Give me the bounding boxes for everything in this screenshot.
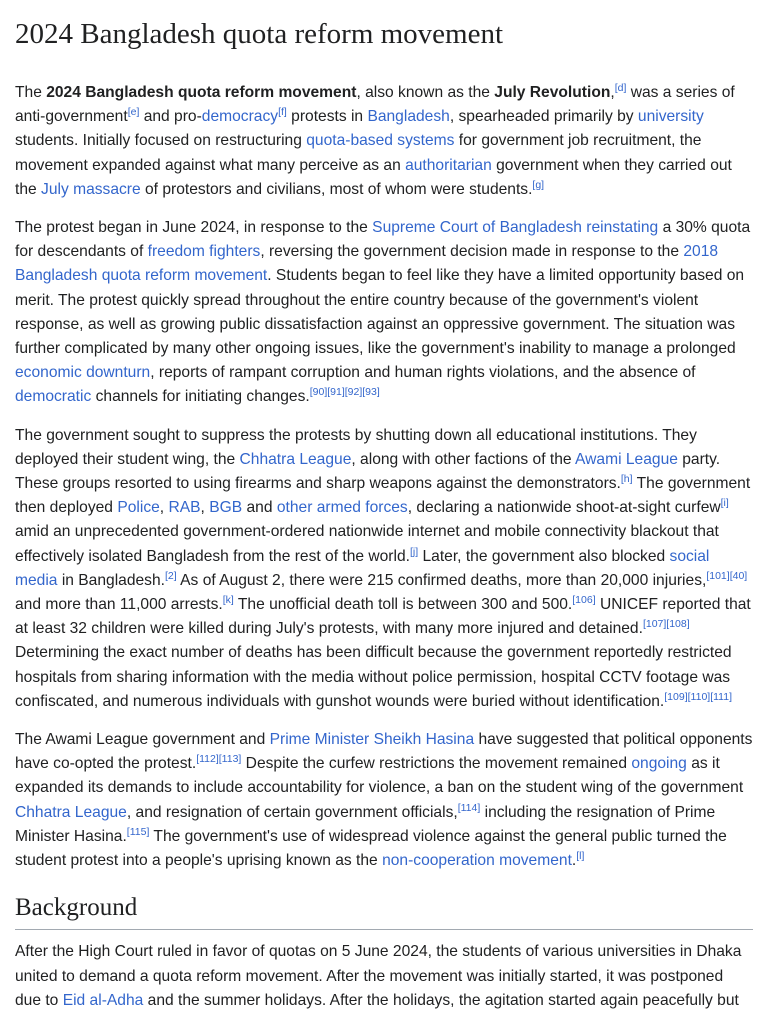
- text-run: The protest began in June 2024, in response to the: [15, 219, 373, 237]
- text-run: ,: [159, 499, 169, 517]
- link-2018-bangladesh-quota-reform-movement[interactable]: 2018 Bangladesh quota reform movement: [15, 243, 719, 285]
- link-social-media[interactable]: social media: [15, 547, 710, 589]
- text-run: ,: [610, 84, 615, 101]
- link-democracy[interactable]: democracy: [201, 108, 279, 126]
- citation-link[interactable]: [40]: [729, 569, 748, 582]
- text-run: , declaring a nationwide shoot-at-sight curfew: [407, 499, 721, 517]
- link-bgb[interactable]: BGB: [209, 499, 243, 517]
- citation-link[interactable]: [112]: [196, 753, 219, 766]
- link-july-massacre[interactable]: July massacre: [41, 180, 141, 198]
- text-run: and: [242, 499, 277, 517]
- link-awami-league[interactable]: Awami League: [575, 450, 678, 468]
- link-police[interactable]: Police: [117, 499, 160, 517]
- citation: [706, 570, 729, 582]
- citation: [223, 594, 234, 606]
- citation-link[interactable]: [92]: [344, 386, 363, 399]
- citation: [458, 802, 481, 814]
- text-run: The: [15, 84, 47, 101]
- link-authoritarian[interactable]: authoritarian: [405, 156, 492, 174]
- lead-paragraph: [15, 81, 753, 202]
- text-run: UNICEF reported that at least 32 children were killed during July's protests, with many more injured and detained.: [15, 596, 751, 638]
- link-democratic[interactable]: democratic: [15, 388, 92, 406]
- text-run: The government sought to suppress the protests by shutting down all educational institutions. They deployed their student wing, the: [15, 426, 697, 468]
- citation-link[interactable]: [91]: [327, 386, 345, 399]
- link-economic-downturn[interactable]: economic downturn: [15, 364, 151, 382]
- text-run: as it expanded its demands to include accountability for violence, a ban on the student wing of the government: [15, 755, 744, 797]
- background-paragraph: [15, 940, 753, 1013]
- citation-link[interactable]: [g]: [532, 178, 545, 191]
- citation: [721, 497, 729, 509]
- citation: [165, 570, 177, 582]
- text-run: The Awami League government and: [15, 731, 270, 749]
- text-run: .: [571, 852, 577, 870]
- citation-link[interactable]: [j]: [409, 545, 419, 558]
- citation-link[interactable]: [108]: [666, 618, 690, 631]
- citation: [576, 850, 584, 862]
- link-quota-based-systems[interactable]: quota-based systems: [306, 132, 455, 150]
- citation-link[interactable]: [i]: [720, 497, 729, 510]
- citation-link[interactable]: [113]: [218, 753, 242, 766]
- text-run: The government's use of widespread violence against the general public turned the student protest into a people's uprising known as the: [15, 827, 727, 870]
- citation: [532, 179, 544, 191]
- page-title: 2024 Bangladesh quota reform movement: [15, 18, 504, 50]
- text-run: in Bangladesh.: [57, 571, 165, 589]
- text-run: protests in: [286, 108, 368, 126]
- text-run: have suggested that political opponents have co-opted the protest.: [15, 731, 753, 773]
- citation: [410, 546, 418, 558]
- citation-link[interactable]: [2]: [165, 569, 177, 582]
- text-run: , along with other factions of the: [351, 450, 576, 468]
- citation-link[interactable]: [e]: [127, 106, 140, 119]
- citation: [621, 473, 633, 485]
- citation-link[interactable]: [110]: [687, 690, 711, 703]
- citation: [572, 594, 595, 606]
- government-response-paragraph: [15, 424, 753, 714]
- text-run: Later, the government also blocked: [418, 547, 670, 565]
- text-run: , also known as the: [356, 84, 495, 101]
- text-run: and more than 11,000 arrests.: [15, 596, 223, 614]
- text-run: After the High Court ruled in favor of quotas on 5 June 2024, the students of various universities in Dhaka united to demand a quota reform movement. After the movement was initially started, it was postponed due to: [15, 943, 742, 1009]
- citation: [327, 386, 345, 398]
- citation-link[interactable]: [111]: [710, 690, 732, 703]
- text-run: ,: [200, 499, 210, 517]
- text-run: , reversing the government decision made in response to the: [260, 243, 684, 261]
- protest-origin-paragraph: [15, 216, 753, 410]
- link-bangladesh[interactable]: Bangladesh: [367, 108, 450, 126]
- text-run: , reports of rampant corruption and human rights violations, and the absence of: [150, 364, 696, 382]
- citation: [362, 386, 380, 398]
- citation: [310, 386, 328, 398]
- citation-link[interactable]: [d]: [614, 82, 627, 94]
- citation-link[interactable]: [106]: [572, 594, 596, 607]
- text-run: As of August 2, there were 215 confirmed deaths, more than 20,000 injuries,: [176, 571, 707, 589]
- link-freedom-fighters[interactable]: freedom fighters: [147, 243, 261, 261]
- citation: [615, 82, 627, 94]
- text-run: for government job recruitment, the movement expanded against what many perceive as an: [15, 132, 702, 174]
- text-run: and pro-: [139, 108, 202, 126]
- text-run: a 30% quota for descendants of: [15, 219, 751, 261]
- text-run: Determining the exact number of deaths has been difficult because the government reportedly restricted hospitals from sharing information with the media without police permission, hospital CCTV footage was confiscated, and numerous individuals with gunshot wounds were buried without identification.: [15, 644, 732, 710]
- citation: [666, 618, 689, 630]
- link-eid-al-adha[interactable]: Eid al-Adha: [62, 991, 144, 1009]
- citation: [219, 753, 242, 765]
- citation-link[interactable]: [115]: [126, 825, 150, 838]
- text-run: amid an unprecedented government-ordered nationwide internet and mobile connectivity blackout that effectively isolated Bangladesh from the rest of the world.: [15, 523, 719, 565]
- citation: [664, 691, 687, 703]
- citation-link[interactable]: [h]: [620, 473, 633, 486]
- citation-link[interactable]: [101]: [706, 569, 730, 582]
- citation: [643, 618, 666, 630]
- text-run: The unofficial death toll is between 300 and 500.: [233, 596, 573, 614]
- link-other-armed-forces[interactable]: other armed forces: [276, 499, 408, 517]
- text-run: and the summer holidays. After the holidays, the agitation started again peacefully but: [143, 991, 739, 1009]
- link-supreme-court-of-bangladesh-reinstating[interactable]: Supreme Court of Bangladesh reinstating: [372, 219, 659, 237]
- citation: [196, 753, 219, 765]
- text-run: students. Initially focused on restructuring: [15, 132, 307, 150]
- text-run: including the resignation of Prime Minister Hasina.: [15, 803, 716, 845]
- article: [15, 0, 753, 1013]
- citation: [278, 106, 287, 118]
- citation-link[interactable]: [107]: [642, 618, 667, 631]
- citation-link[interactable]: [109]: [664, 690, 688, 703]
- text-run: , spearheaded primarily by: [449, 108, 638, 126]
- citation: [688, 691, 711, 703]
- text-run: Despite the curfew restrictions the movement remained: [241, 755, 632, 773]
- text-run: channels for initiating changes.: [91, 388, 310, 406]
- citation: [710, 691, 732, 703]
- bold-term: 2024 Bangladesh quota reform movement: [46, 84, 357, 101]
- link-prime-minister-sheikh-hasina[interactable]: Prime Minister Sheikh Hasina: [269, 731, 475, 749]
- citation-link[interactable]: [93]: [362, 386, 380, 399]
- text-run: government when they carried out the: [15, 156, 732, 198]
- text-run: was a series of anti-government: [15, 84, 735, 126]
- text-run: The government then deployed: [15, 475, 751, 517]
- citation-link[interactable]: [l]: [576, 850, 585, 863]
- link-ongoing[interactable]: ongoing: [631, 755, 687, 773]
- citation: [127, 826, 150, 838]
- citation-link[interactable]: [f]: [278, 106, 287, 119]
- link-non-cooperation-movement[interactable]: non-cooperation movement: [382, 852, 572, 870]
- text-run: , and resignation of certain government officials,: [126, 803, 458, 821]
- bold-term: July Revolution: [494, 84, 611, 101]
- political-reaction-paragraph: [15, 728, 753, 873]
- text-run: party. These groups resorted to using firearms and sharp weapons against the demonstrators.: [15, 450, 721, 493]
- text-run: of protestors and civilians, most of whom were students.: [140, 180, 533, 198]
- link-university[interactable]: university: [637, 108, 704, 126]
- section-heading-background: Background: [15, 892, 753, 930]
- link-rab[interactable]: RAB: [168, 499, 201, 517]
- link-chhatra-league[interactable]: Chhatra League: [239, 450, 352, 468]
- citation: [345, 386, 363, 398]
- citation-link[interactable]: [90]: [309, 386, 328, 399]
- link-chhatra-league[interactable]: Chhatra League: [15, 803, 127, 821]
- citation-link[interactable]: [114]: [457, 801, 481, 814]
- citation: [730, 570, 748, 582]
- text-run: . Students began to feel like they have a limited opportunity based on merit. The protest quickly spread throughout the entire country because of the government's violent response, as well as growing public dissatisfaction against an oppressive government. The situation was further complicated by many other ongoing issues, like the government's inability to manage a prolonged: [15, 267, 745, 358]
- citation: [128, 106, 140, 118]
- citation-link[interactable]: [k]: [222, 594, 234, 607]
